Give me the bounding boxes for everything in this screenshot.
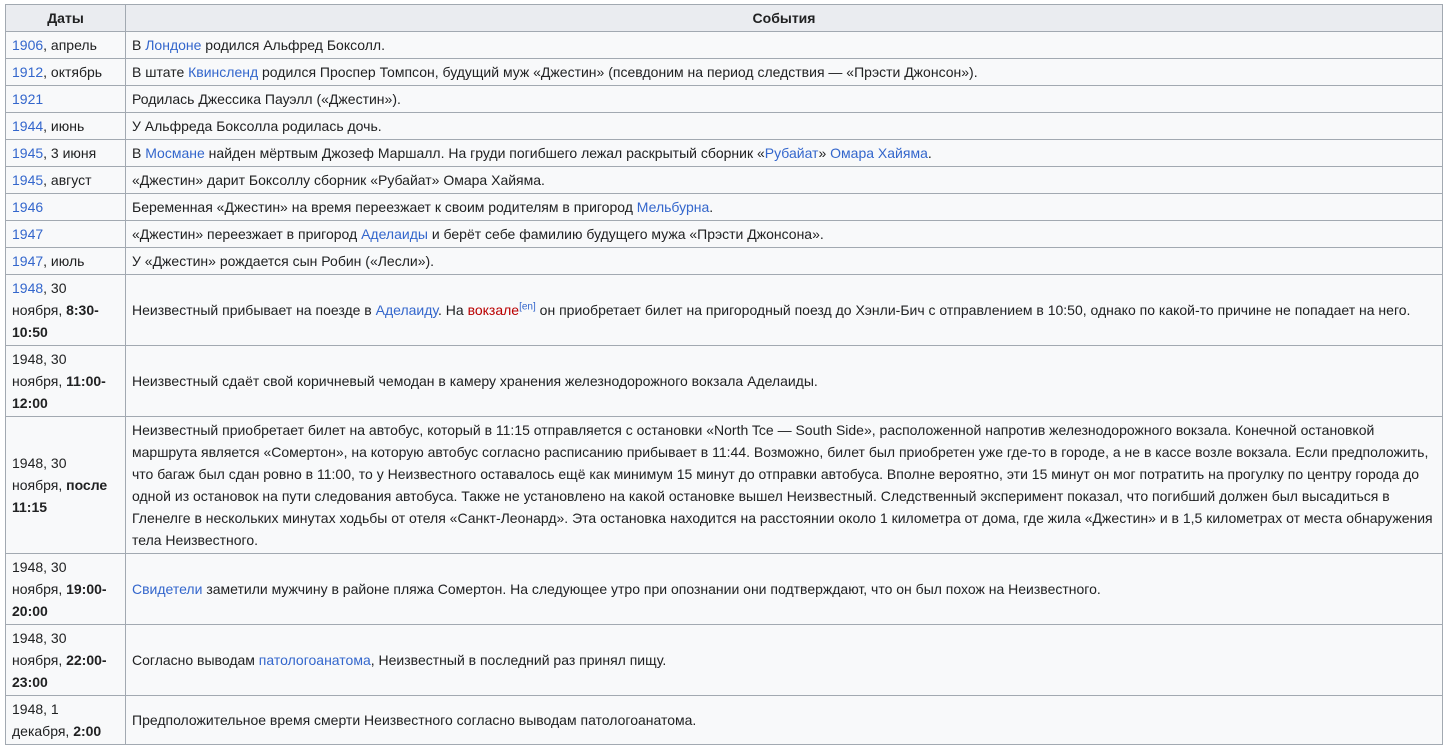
date-time: 19:00-20:00 bbox=[12, 581, 107, 619]
event-text: В bbox=[132, 145, 146, 161]
date-link[interactable]: 1945 bbox=[12, 145, 44, 161]
event-link[interactable]: Рубайат bbox=[764, 145, 819, 161]
event-text: Беременная «Джестин» на время переезжает к своим родителям в пригород bbox=[132, 199, 637, 215]
date-cell bbox=[6, 248, 126, 275]
date-cell bbox=[6, 59, 126, 86]
date-link[interactable]: 1947 bbox=[12, 226, 44, 242]
event-cell bbox=[126, 625, 1443, 696]
header-dates: Даты bbox=[6, 5, 126, 32]
event-text: заметили мужчину в районе пляжа Сомертон. На следующее утро при опознании они подтверждают, что он был похож на Неизвестного. bbox=[202, 581, 1101, 597]
table-row bbox=[6, 32, 1443, 59]
event-link[interactable]: Мосмане bbox=[145, 145, 205, 161]
date-cell bbox=[6, 86, 126, 113]
table-row bbox=[6, 194, 1443, 221]
reference-link[interactable]: [en] bbox=[519, 301, 536, 313]
date-text: , 3 июня bbox=[43, 145, 97, 161]
event-text: родился Альфред Боксолл. bbox=[201, 37, 385, 53]
date-time: 11:00-12:00 bbox=[12, 373, 106, 411]
event-link[interactable]: Аделаиду bbox=[375, 302, 438, 318]
events-table bbox=[5, 4, 1443, 745]
reference-sup bbox=[519, 301, 536, 312]
event-text: Неизвестный сдаёт свой коричневый чемодан в камеру хранения железнодорожного вокзала Аделаиды. bbox=[132, 373, 818, 389]
table-row bbox=[6, 221, 1443, 248]
event-text: «Джестин» переезжает в пригород bbox=[132, 226, 362, 242]
date-link[interactable]: 1947 bbox=[12, 253, 44, 269]
event-link[interactable]: патологоанатома bbox=[258, 652, 371, 668]
event-link[interactable]: Омара Хайяма bbox=[830, 145, 928, 161]
date-text: 1948, 1 декабря, bbox=[12, 701, 74, 739]
event-link[interactable]: Лондоне bbox=[145, 37, 202, 53]
event-text: В bbox=[132, 37, 146, 53]
event-cell bbox=[126, 248, 1443, 275]
event-text: Неизвестный прибывает на поезде в bbox=[132, 302, 376, 318]
table-row bbox=[6, 140, 1443, 167]
date-text: 1948, 30 ноября, bbox=[12, 559, 67, 597]
event-text: Неизвестный приобретает билет на автобус, который в 11:15 отправляется с остановки «North Tce — South Side», расположенной напротив железнодорожного вокзала. Конечной остановкой маршрута является «Сомертон», на которую автобус согласно расписанию прибывает в 11:44. Возможно, билет был приобретен уже где-то в городе, а не в кассе возле вокзала. Если предположить, что багаж был сдан ровно в 11:00, то у Неизвестного оставалось ещё как минимум 15 минут до отправки автобуса. Вполне вероятно, эти 15 минут он мог потратить на прогулку по центру города до одной из остановок на пути следования автобуса. Также не установлено на какой остановке вышел Неизвестный. Следственный эксперимент показал, что погибший должен был высадиться в Гленелге в нескольких минутах ходьбы от отеля «Санкт-Леонард». Эта остановка находится на расстоянии около 1 километра от дома, где жила «Джестин» и в 1,5 километрах от места обнаружения тела Неизвестного. bbox=[132, 422, 1433, 548]
event-link[interactable]: Аделаиды bbox=[361, 226, 428, 242]
date-text: , октябрь bbox=[43, 64, 103, 80]
event-text: Предположительное время смерти Неизвестного согласно выводам патологоанатома. bbox=[132, 712, 697, 728]
header-events: События bbox=[126, 5, 1443, 32]
date-text: , июнь bbox=[43, 118, 85, 134]
header-row bbox=[6, 5, 1443, 32]
event-text: Родилась Джессика Пауэлл («Джестин»). bbox=[132, 91, 401, 107]
date-cell bbox=[6, 113, 126, 140]
event-cell bbox=[126, 167, 1443, 194]
event-link[interactable]: Квинсленд bbox=[188, 64, 259, 80]
date-time: 22:00-23:00 bbox=[12, 652, 107, 690]
date-text: , апрель bbox=[43, 37, 97, 53]
date-link[interactable]: 1948 bbox=[12, 280, 44, 296]
date-link[interactable]: 1944 bbox=[12, 118, 44, 134]
table-row bbox=[6, 554, 1443, 625]
event-text: Согласно выводам bbox=[132, 652, 259, 668]
table-row bbox=[6, 696, 1443, 745]
table-row bbox=[6, 59, 1443, 86]
event-text: «Джестин» дарит Боксоллу сборник «Рубайат» Омара Хайяма. bbox=[132, 172, 545, 188]
table-row bbox=[6, 346, 1443, 417]
event-cell bbox=[126, 275, 1443, 346]
date-link[interactable]: 1945 bbox=[12, 172, 44, 188]
date-text: 1948, 30 ноября, bbox=[12, 351, 67, 389]
date-cell bbox=[6, 625, 126, 696]
event-text: » bbox=[818, 145, 831, 161]
event-text: родился Проспер Томпсон, будущий муж «Джестин» (псевдоним на период следствия — «Прэсти Джонсон»). bbox=[258, 64, 978, 80]
date-time: 2:00 bbox=[73, 723, 102, 739]
event-text: У «Джестин» рождается сын Робин («Лесли»). bbox=[132, 253, 435, 269]
date-cell bbox=[6, 417, 126, 554]
event-text: он приобретает билет на пригородный поезд до Хэнли-Бич с отправлением в 10:50, однако по какой-то причине не попадает на него. bbox=[535, 302, 1411, 318]
date-cell bbox=[6, 221, 126, 248]
date-cell bbox=[6, 32, 126, 59]
event-text: и берёт себе фамилию будущего мужа «Прэсти Джонсона». bbox=[427, 226, 824, 242]
event-link[interactable]: Свидетели bbox=[132, 581, 203, 597]
event-cell bbox=[126, 554, 1443, 625]
event-cell bbox=[126, 221, 1443, 248]
event-text: . bbox=[709, 199, 714, 215]
event-cell bbox=[126, 194, 1443, 221]
event-cell bbox=[126, 140, 1443, 167]
event-text: У Альфреда Боксолла родилась дочь. bbox=[132, 118, 382, 134]
date-text: , июль bbox=[43, 253, 85, 269]
date-link[interactable]: 1912 bbox=[12, 64, 44, 80]
event-link[interactable]: Мельбурна bbox=[636, 199, 710, 215]
event-cell bbox=[126, 113, 1443, 140]
date-cell bbox=[6, 346, 126, 417]
date-cell bbox=[6, 194, 126, 221]
event-text: В штате bbox=[132, 64, 189, 80]
table-row bbox=[6, 417, 1443, 554]
event-cell bbox=[126, 696, 1443, 745]
event-text: , Неизвестный в последний раз принял пищу. bbox=[370, 652, 667, 668]
event-text: . На bbox=[438, 302, 468, 318]
event-text: . bbox=[927, 145, 932, 161]
event-cell bbox=[126, 417, 1443, 554]
table-row bbox=[6, 86, 1443, 113]
date-link[interactable]: 1906 bbox=[12, 37, 44, 53]
table-body bbox=[6, 32, 1443, 745]
date-text: 1948, 30 ноября, bbox=[12, 455, 67, 493]
date-cell bbox=[6, 554, 126, 625]
date-cell bbox=[6, 167, 126, 194]
event-text: найден мёртвым Джозеф Маршалл. На груди погибшего лежал раскрытый сборник « bbox=[204, 145, 765, 161]
table-row bbox=[6, 248, 1443, 275]
event-link[interactable]: вокзале bbox=[467, 302, 520, 318]
event-cell bbox=[126, 59, 1443, 86]
event-cell bbox=[126, 86, 1443, 113]
date-link[interactable]: 1921 bbox=[12, 91, 44, 107]
date-time: 8:30-10:50 bbox=[12, 302, 99, 340]
date-time: после 11:15 bbox=[12, 477, 108, 515]
table-row bbox=[6, 275, 1443, 346]
date-text: , 30 ноября, bbox=[12, 280, 67, 318]
date-link[interactable]: 1946 bbox=[12, 199, 44, 215]
date-text: 1948, 30 ноября, bbox=[12, 630, 67, 668]
date-cell bbox=[6, 696, 126, 745]
event-cell bbox=[126, 32, 1443, 59]
table-row bbox=[6, 167, 1443, 194]
date-cell bbox=[6, 140, 126, 167]
event-cell bbox=[126, 346, 1443, 417]
date-cell bbox=[6, 275, 126, 346]
date-text: , август bbox=[43, 172, 92, 188]
table-row bbox=[6, 113, 1443, 140]
table-row bbox=[6, 625, 1443, 696]
